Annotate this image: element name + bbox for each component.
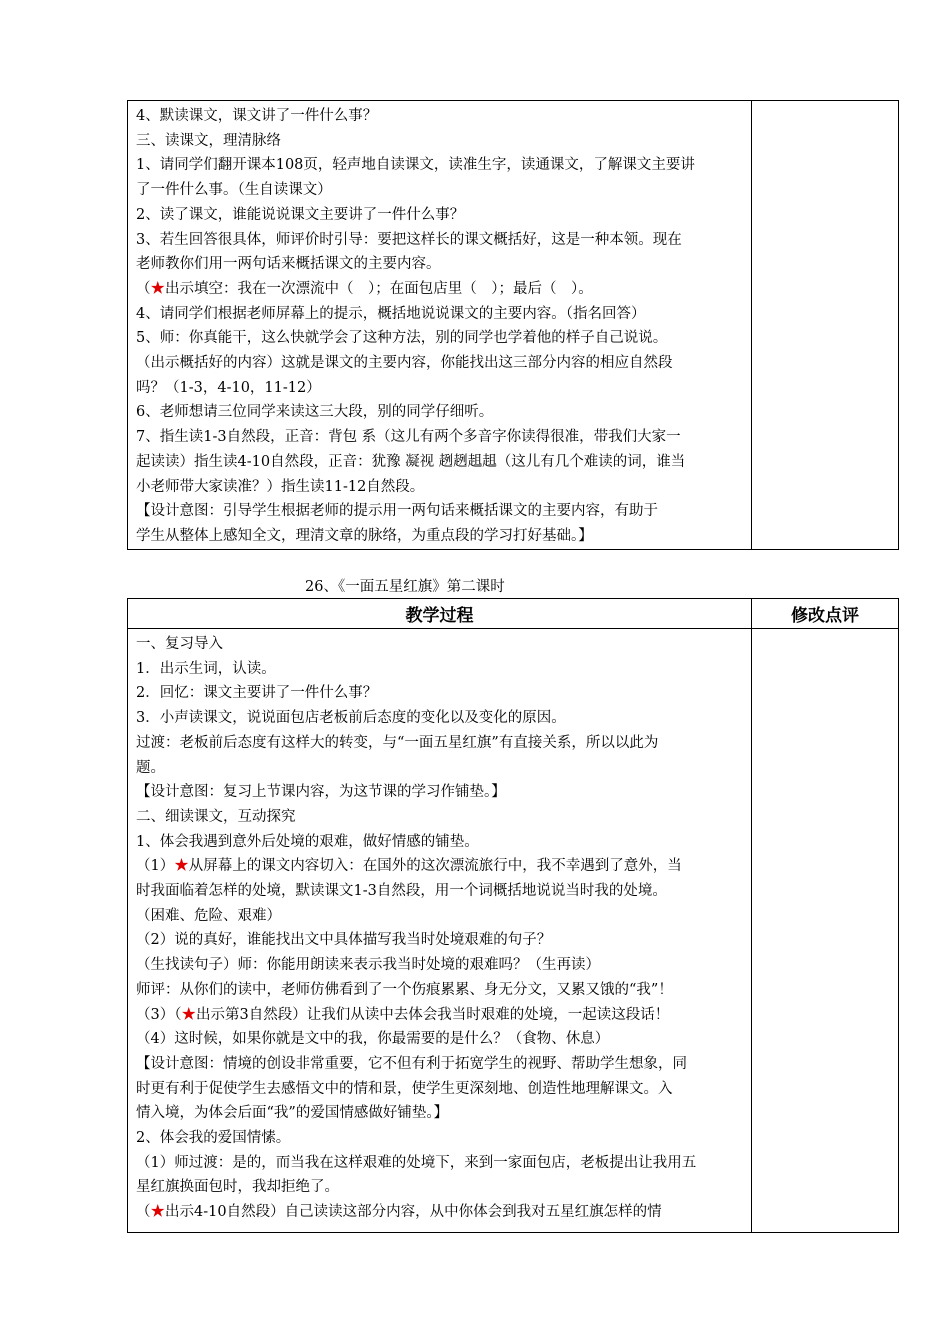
text-line: （出示概括好的内容）这就是课文的主要内容，你能找出这三部分内容的相应自然段 [136, 355, 673, 372]
text-line: 时更有利于促使学生去感悟文中的情和景，使学生更深刻地、创造性地理解课文。入 [136, 1080, 673, 1097]
text-line: （2）说的真好，谁能找出文中具体描写我当时处境艰难的句子？ [136, 932, 552, 949]
lesson-process-cell [128, 629, 752, 1233]
text-line: 7、指生读1-3自然段，正音：背包 系（这儿有两个多音字你读得很准，带我们大家一 [136, 429, 681, 446]
text-line: 学生从整体上感知全文，理清文章的脉络，为重点段的学习打好基础。】 [136, 527, 593, 544]
lesson-process-cell [128, 101, 752, 550]
text-line: （★出示4-10自然段）自己读读这部分内容，从中你体会到我对五星红旗怎样的情 [136, 1204, 662, 1221]
lesson-process-text [128, 629, 751, 1232]
text-line: 3．小声读课文，说说面包店老板前后态度的变化以及变化的原因。 [136, 710, 566, 727]
text-line: （生找读句子）师：你能用朗读来表示我当时处境的艰难吗？（生再读） [136, 957, 600, 974]
star-icon: ★ [181, 1006, 196, 1023]
text-line: 1、请同学们翻开课本108页，轻声地自读课文，读准生字，读通课文，了解课文主要讲 [136, 157, 695, 174]
revision-comment-cell [752, 101, 899, 550]
text-line: 【设计意图：复习上节课内容，为这节课的学习作铺垫。】 [136, 784, 506, 801]
text-line: 三、读课文，理清脉络 [136, 132, 281, 149]
text-line: 1、体会我遇到意外后处境的艰难，做好情感的铺垫。 [136, 833, 479, 850]
text-line: （3）（★出示第3自然段）让我们从读中去体会我当时艰难的处境，一起读这段话！ [136, 1006, 670, 1023]
text-line: 起读读）指生读4-10自然段，正音：犹豫 凝视 趔趔趄趄（这儿有几个难读的词，谁当 [136, 453, 686, 470]
text-line: 二、细读课文，互动探究 [136, 808, 296, 825]
text-line: 师评：从你们的读中，老师仿佛看到了一个伤痕累累、身无分文，又累又饿的“我”！ [136, 981, 673, 998]
text-line: 6、老师想请三位同学来读这三大段，别的同学仔细听。 [136, 404, 494, 421]
continued-lesson-table [127, 100, 899, 550]
text-line: 4、默读课文，课文讲了一件什么事？ [136, 108, 378, 124]
lesson-two-table [127, 598, 899, 1233]
text-line: 过渡：老板前后态度有这样大的转变，与“一面五星红旗”有直接关系，所以以此为 [136, 734, 659, 751]
text-line: （困难、危险、艰难） [136, 907, 281, 924]
text-line: 3、若生回答很具体，师评价时引导：要把这样长的课文概括好，这是一种本领。现在 [136, 231, 682, 248]
lesson-process-text [128, 101, 751, 549]
header-revision-comments: 修改点评 [752, 599, 899, 629]
text-line: 2、读了课文，谁能说说课文主要讲了一件什么事？ [136, 206, 465, 223]
text-line: 2、体会我的爱国情愫。 [136, 1130, 291, 1147]
star-icon: ★ [174, 858, 189, 875]
revision-comment-cell [752, 629, 899, 1233]
text-line: （1）师过渡：是的，而当我在这样艰难的处境下，来到一家面包店，老板提出让我用五 [136, 1154, 697, 1171]
star-icon: ★ [150, 1204, 165, 1221]
text-line: 吗？（1-3，4-10，11-12） [136, 379, 321, 396]
text-line: 了一件什么事。（生自读课文） [136, 182, 332, 199]
text-line: 星红旗换面包时，我却拒绝了。 [136, 1179, 339, 1196]
text-line: 2．回忆：课文主要讲了一件什么事？ [136, 685, 378, 702]
text-line: 【设计意图：引导学生根据老师的提示用一两句话来概括课文的主要内容，有助于 [136, 503, 658, 520]
text-line: （4）这时候，如果你就是文中的我，你最需要的是什么？（食物、休息） [136, 1031, 610, 1048]
text-line: 一、复习导入 [136, 636, 223, 652]
text-line: 情入境，为体会后面“我”的爱国情感做好铺垫。】 [136, 1105, 449, 1122]
text-line: 【设计意图：情境的创设非常重要，它不但有利于拓宽学生的视野、帮助学生想象，同 [136, 1055, 687, 1072]
text-line: 1．出示生词，认读。 [136, 660, 276, 677]
header-teaching-process: 教学过程 [128, 599, 752, 629]
text-line: （★出示填空：我在一次漂流中（ ）；在面包店里（ ）；最后（ ）。 [136, 280, 593, 297]
text-line: （1）★从屏幕上的课文内容切入：在国外的这次漂流旅行中，我不幸遇到了意外，当 [136, 858, 682, 875]
text-line: 4、请同学们根据老师屏幕上的提示，概括地说说课文的主要内容。（指名回答） [136, 305, 646, 322]
text-line: 题。 [136, 759, 165, 776]
text-line: 老师教你们用一两句话来概括课文的主要内容。 [136, 256, 441, 273]
text-line: 5、师：你真能干，这么快就学会了这种方法，别的同学也学着他的样子自己说说。 [136, 330, 668, 347]
lesson-title: 26、《一面五星红旗》第二课时 [305, 579, 505, 595]
text-line: 小老师带大家读准？）指生读11-12自然段。 [136, 478, 425, 495]
star-icon: ★ [150, 280, 165, 297]
text-line: 时我面临着怎样的处境，默读课文1-3自然段，用一个词概括地说说当时我的处境。 [136, 883, 667, 900]
